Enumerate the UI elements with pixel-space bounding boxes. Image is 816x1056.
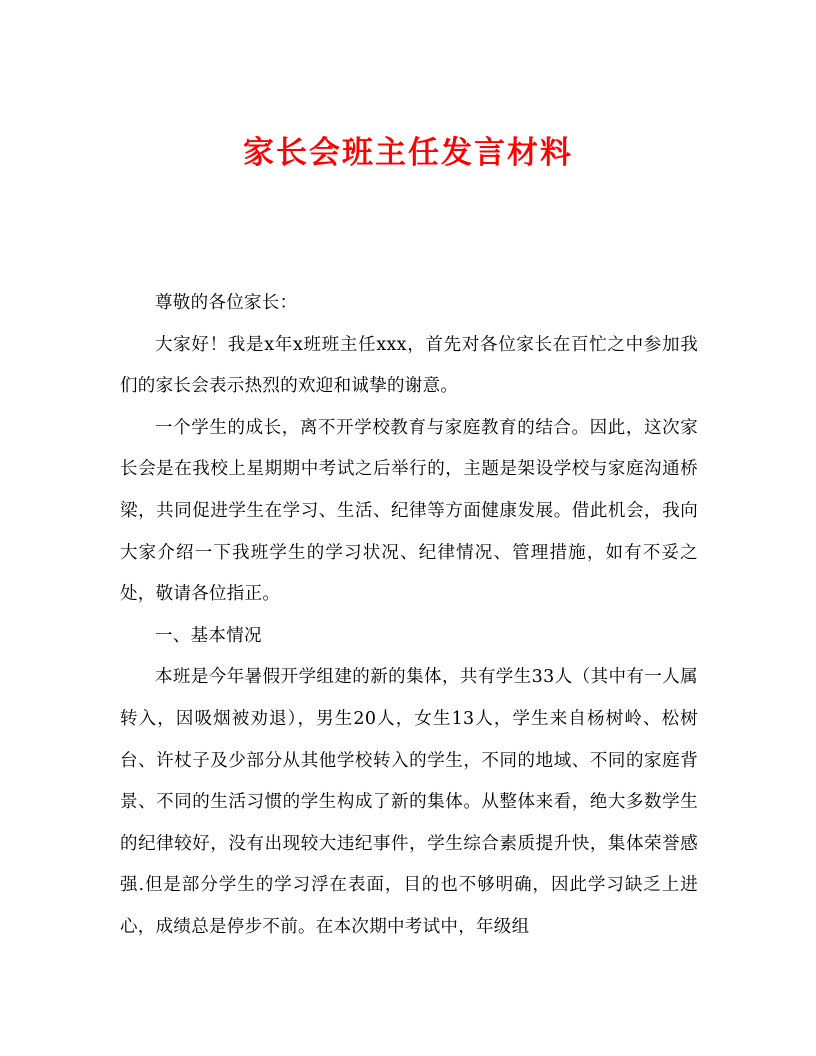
section-heading-basic-info: 一、基本情况: [155, 625, 262, 646]
document-title: 家长会班主任发言材料: [243, 134, 573, 171]
purpose-paragraph: 一个学生的成长，离不开学校教育与家庭教育的结合。因此，这次家长会是在我校上星期期中考试之后举行的，主题是架设学校与家庭沟通桥梁，共同促进学生在学习、生活、纪律等方面健康发展。借此机会，我向大家介绍一下我班学生的学习状况、纪律情况、管理措施，如有不妥之处，敬请各位指正。: [120, 417, 698, 605]
document-body: [120, 283, 698, 949]
basic-info-paragraph: 本班是今年暑假开学组建的新的集体，共有学生33人（其中有一人属转入，因吸烟被劝退），男生20人，女生13人，学生来自杨树岭、松树台、许杖子及少部分从其他学校转入的学生，不同的地域、不同的家庭背景、不同的生活习惯的学生构成了新的集体。从整体来看，绝大多数学生的纪律较好，没有出现较大违纪事件，学生综合素质提升快，集体荣誉感强.但是部分学生的学习浮在表面，目的也不够明确，因此学习缺乏上进心，成绩总是停步不前。在本次期中考试中，年级组: [120, 667, 698, 937]
welcome-paragraph: 大家好！我是x年x班班主任xxx，首先对各位家长在百忙之中参加我们的家长会表示热烈的欢迎和诚挚的谢意。: [120, 334, 698, 397]
greeting-paragraph: 尊敬的各位家长：: [155, 293, 298, 313]
